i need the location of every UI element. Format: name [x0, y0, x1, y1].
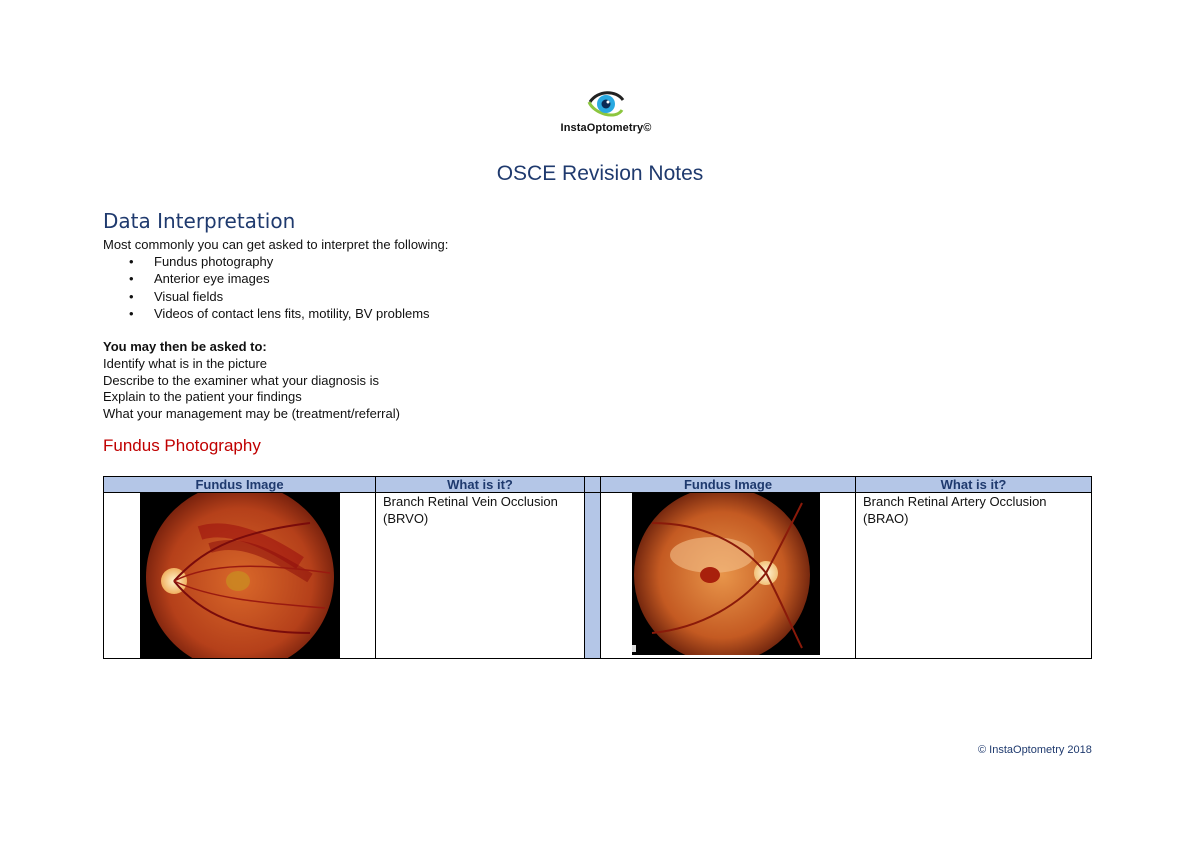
- diagnosis-text: Branch Retinal Artery Occlusion (BRAO): [863, 494, 1047, 526]
- asked-item: Identify what is in the picture: [103, 356, 268, 371]
- document-title: OSCE Revision Notes: [496, 162, 704, 185]
- section-heading: Data Interpretation: [103, 209, 296, 233]
- column-header: Fundus Image: [601, 477, 856, 493]
- bullet-item: • Videos of contact lens fits, motility, BV problems: [103, 305, 430, 322]
- asked-heading: You may then be asked to:: [103, 339, 267, 354]
- brao-fundus-image: [632, 493, 820, 655]
- bullet-item: • Fundus photography: [103, 253, 430, 270]
- logo-text: InstaOptometry©: [560, 122, 652, 134]
- asked-item: What your management may be (treatment/referral): [103, 406, 400, 421]
- fundus-heading: Fundus Photography: [103, 436, 261, 455]
- asked-item: Describe to the examiner what your diagnosis is: [103, 373, 380, 388]
- fundus-table: [103, 476, 1092, 659]
- column-header: Fundus Image: [104, 477, 376, 493]
- column-spacer: [585, 477, 601, 493]
- table-row: [104, 493, 1092, 659]
- column-header: What is it?: [856, 477, 1092, 493]
- fundus-image-cell: [601, 493, 856, 659]
- intro-text: Most commonly you can get asked to interpret the following:: [103, 237, 449, 252]
- brvo-fundus-image: [140, 493, 340, 658]
- spacer-cell: [585, 493, 601, 659]
- bullet-item: • Anterior eye images: [103, 270, 430, 287]
- logo: [546, 88, 666, 134]
- bullet-item: • Visual fields: [103, 288, 430, 305]
- answer-cell: [376, 493, 585, 659]
- eye-logo-icon: [586, 88, 626, 122]
- footer-copyright: © InstaOptometry 2018: [978, 744, 1092, 756]
- answer-cell: [856, 493, 1092, 659]
- diagnosis-text: Branch Retinal Vein Occlusion (BRVO): [383, 494, 558, 526]
- fundus-image-cell: [104, 493, 376, 659]
- table-header-row: [104, 477, 1092, 493]
- asked-item: Explain to the patient your findings: [103, 389, 302, 404]
- bullet-list: [103, 253, 430, 322]
- column-header: What is it?: [376, 477, 585, 493]
